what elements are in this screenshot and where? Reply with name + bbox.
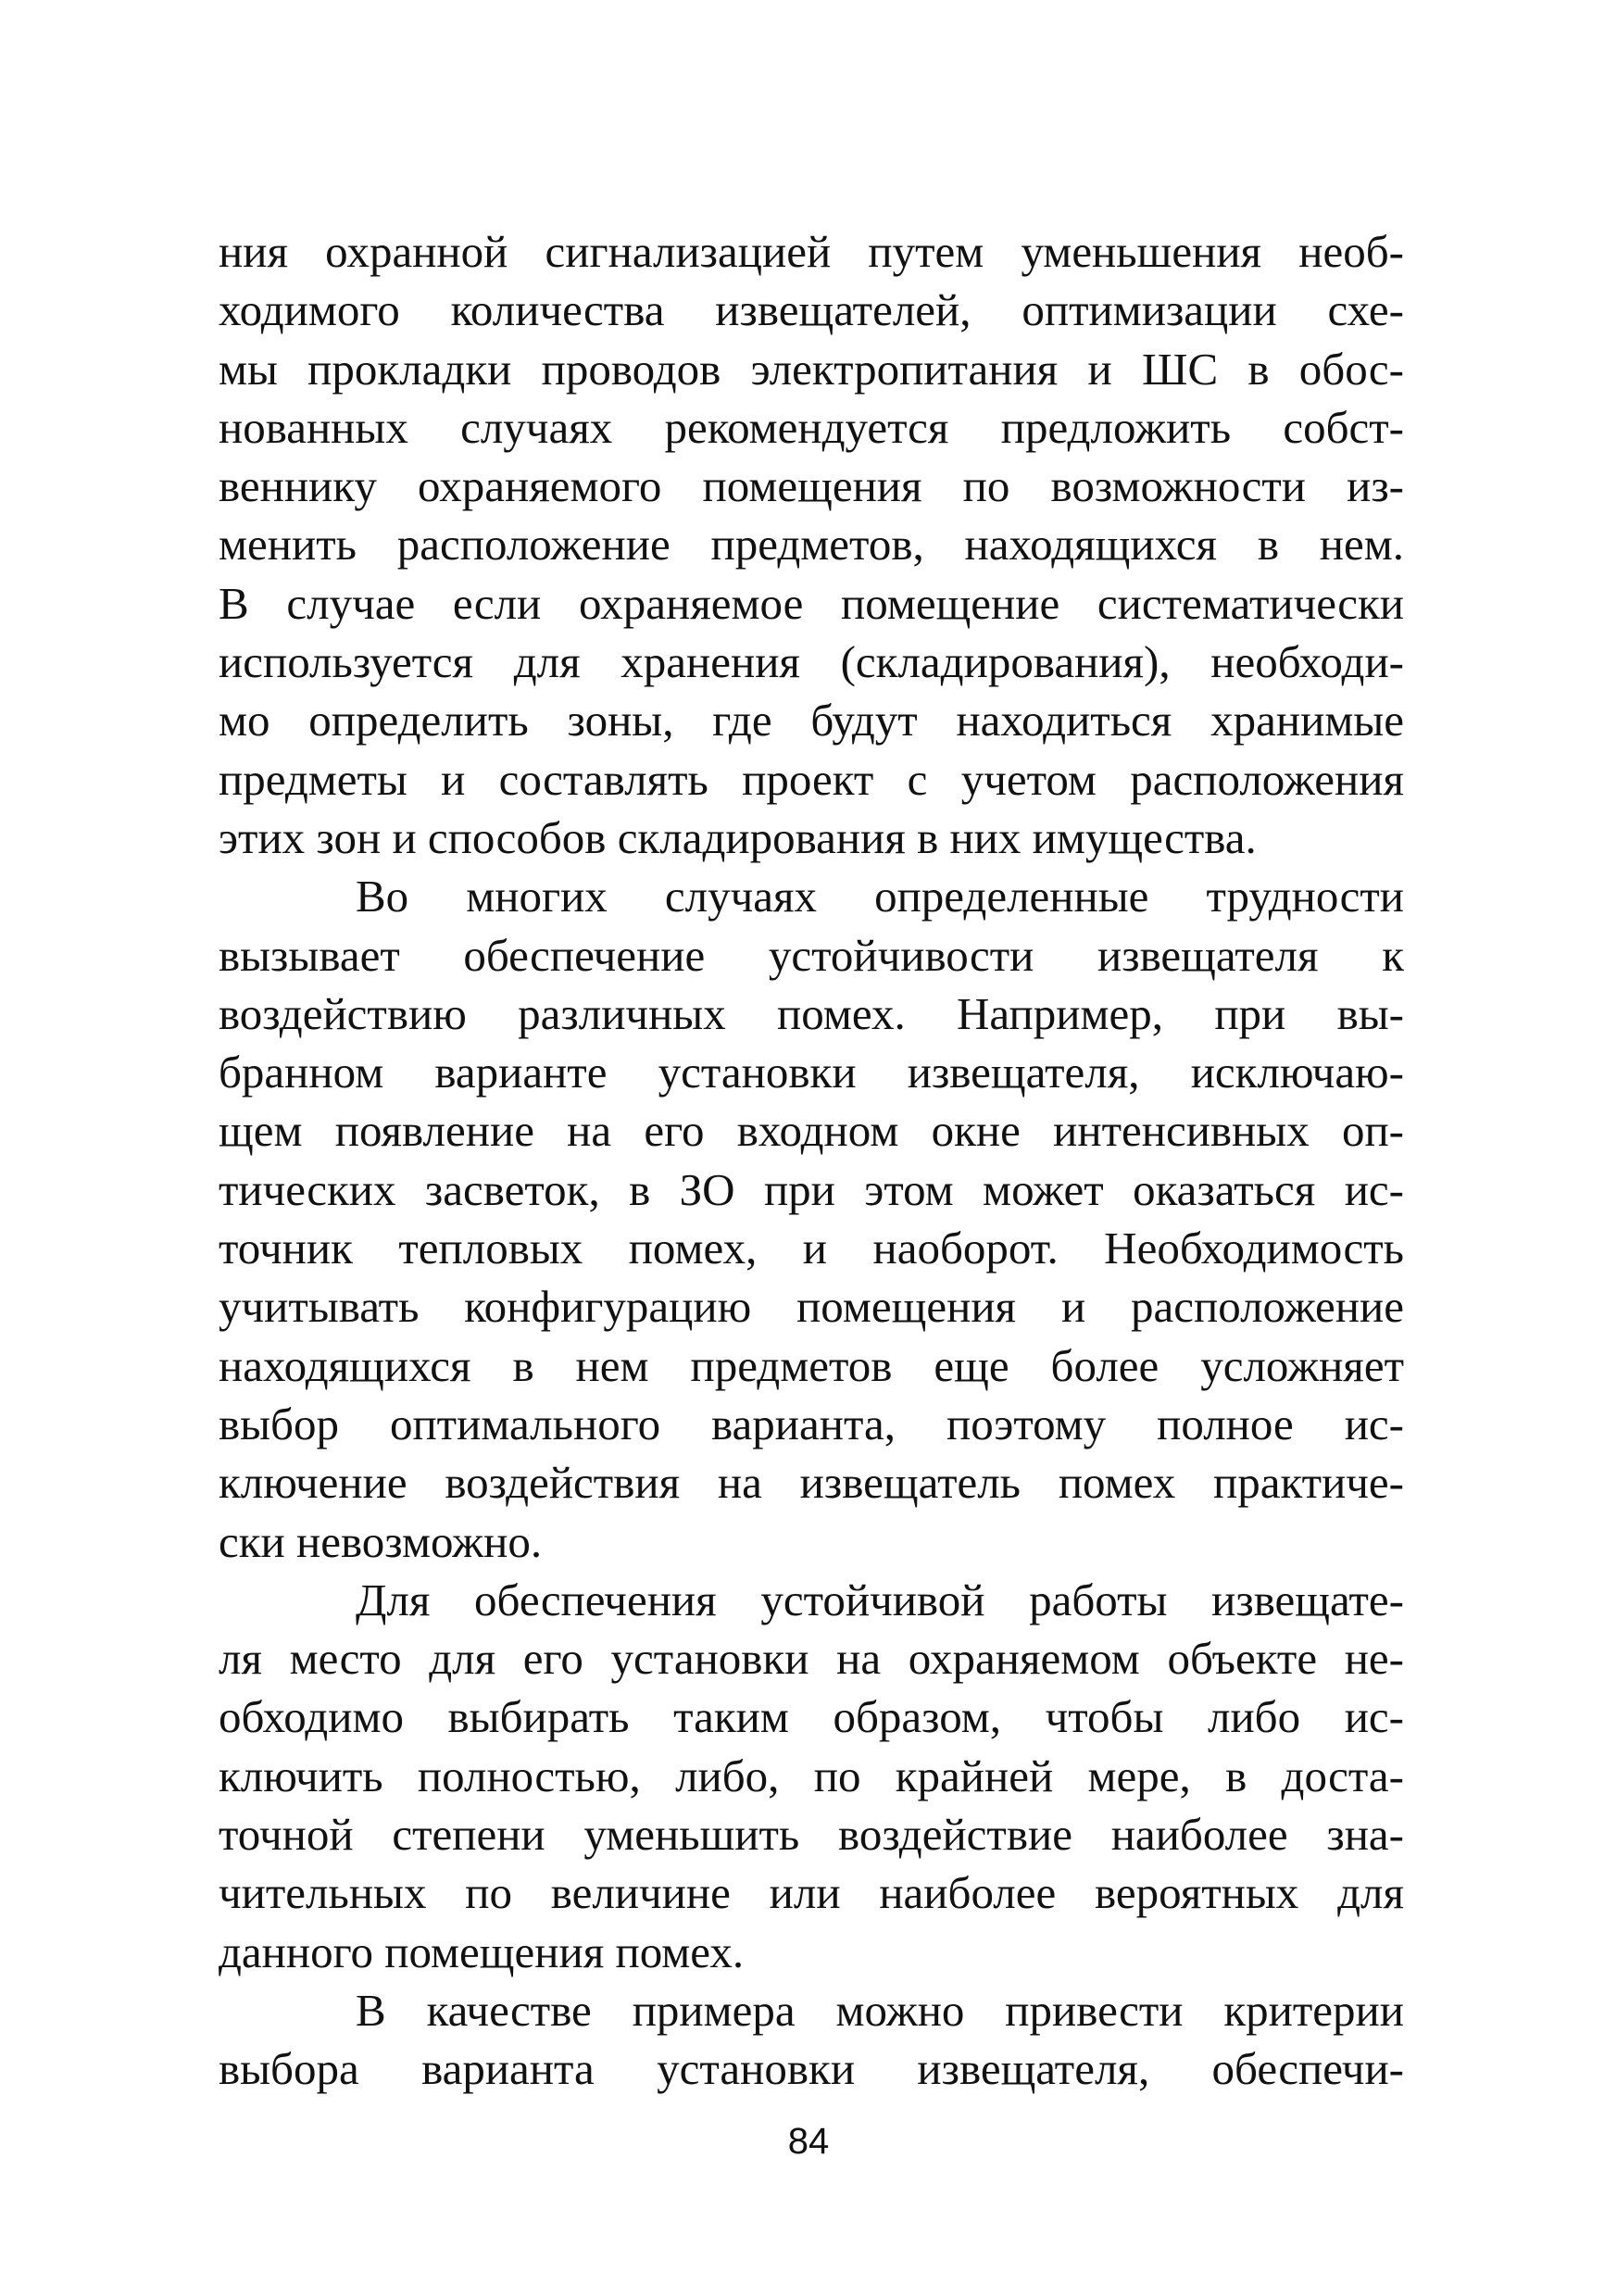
text-line: щем появление на его входном окне интенсивных оп- xyxy=(219,1105,1404,1157)
text-line: ходимого количества извещателей, оптимизации схе- xyxy=(219,284,1404,336)
paragraph-2 xyxy=(219,867,1404,1571)
text-line: выбор оптимального варианта, поэтому полное ис- xyxy=(219,1398,1404,1449)
text-line: обходимо выбирать таким образом, чтобы либо ис- xyxy=(219,1691,1404,1743)
text-line: менить расположение предметов, находящихся в нем. xyxy=(219,519,1404,571)
text-line: ски невозможно. xyxy=(219,1515,543,1567)
text-line: В качестве примера можно привести критерии xyxy=(356,1984,1404,2036)
text-line: ля место для его установки на охраняемом объекте не- xyxy=(219,1633,1404,1685)
text-line: мо определить зоны, где будут находиться хранимые xyxy=(219,695,1404,747)
text-line: В случае если охраняемое помещение систематически xyxy=(219,577,1404,629)
text-line: чительных по величине или наиболее вероятных для xyxy=(219,1867,1404,1919)
text-line: точной степени уменьшить воздействие наиболее зна- xyxy=(219,1809,1404,1861)
text-line: точник тепловых помех, и наоборот. Необходимость xyxy=(219,1223,1404,1274)
text-line: воздействию различных помех. Например, при вы- xyxy=(219,987,1404,1039)
text-line: тических засветок, в ЗО при этом может оказаться ис- xyxy=(219,1163,1404,1215)
paragraph-3 xyxy=(219,1571,1404,1981)
page-number: 84 xyxy=(787,2121,830,2162)
text-line: ния охранной сигнализацией путем уменьшения необ- xyxy=(219,226,1404,277)
text-line: выбора варианта установки извещателя, обеспечи- xyxy=(219,2043,1404,2095)
paragraph-4 xyxy=(219,1981,1404,2099)
text-line: этих зон и способов складирования в них имущества. xyxy=(219,811,1257,863)
text-line: учитывать конфигурацию помещения и расположение xyxy=(219,1281,1404,1333)
text-line: данного помещения помех. xyxy=(219,1926,745,1977)
text-line: вызывает обеспечение устойчивости извещателя к xyxy=(219,929,1404,981)
text-line: ключить полностью, либо, по крайней мере, в доста- xyxy=(219,1750,1404,1801)
text-line: мы прокладки проводов электропитания и ШС в обос- xyxy=(219,343,1404,395)
text-line: веннику охраняемого помещения по возможности из- xyxy=(219,460,1404,512)
text-line: используется для хранения (складирования), необходи- xyxy=(219,636,1404,688)
text-line: находящихся в нем предметов еще более усложняет xyxy=(219,1339,1404,1391)
body-text xyxy=(219,222,1404,2099)
text-line: предметы и составлять проект с учетом расположения xyxy=(219,753,1404,805)
text-line: нованных случаях рекомендуется предложить собст- xyxy=(219,401,1404,453)
paragraph-1 xyxy=(219,222,1404,867)
text-line: ключение воздействия на извещатель помех практиче- xyxy=(219,1457,1404,1509)
text-line: Во многих случаях определенные трудности xyxy=(356,871,1404,922)
text-line: бранном варианте установки извещателя, исключаю- xyxy=(219,1047,1404,1098)
text-line: Для обеспечения устойчивой работы извещате- xyxy=(356,1574,1404,1625)
